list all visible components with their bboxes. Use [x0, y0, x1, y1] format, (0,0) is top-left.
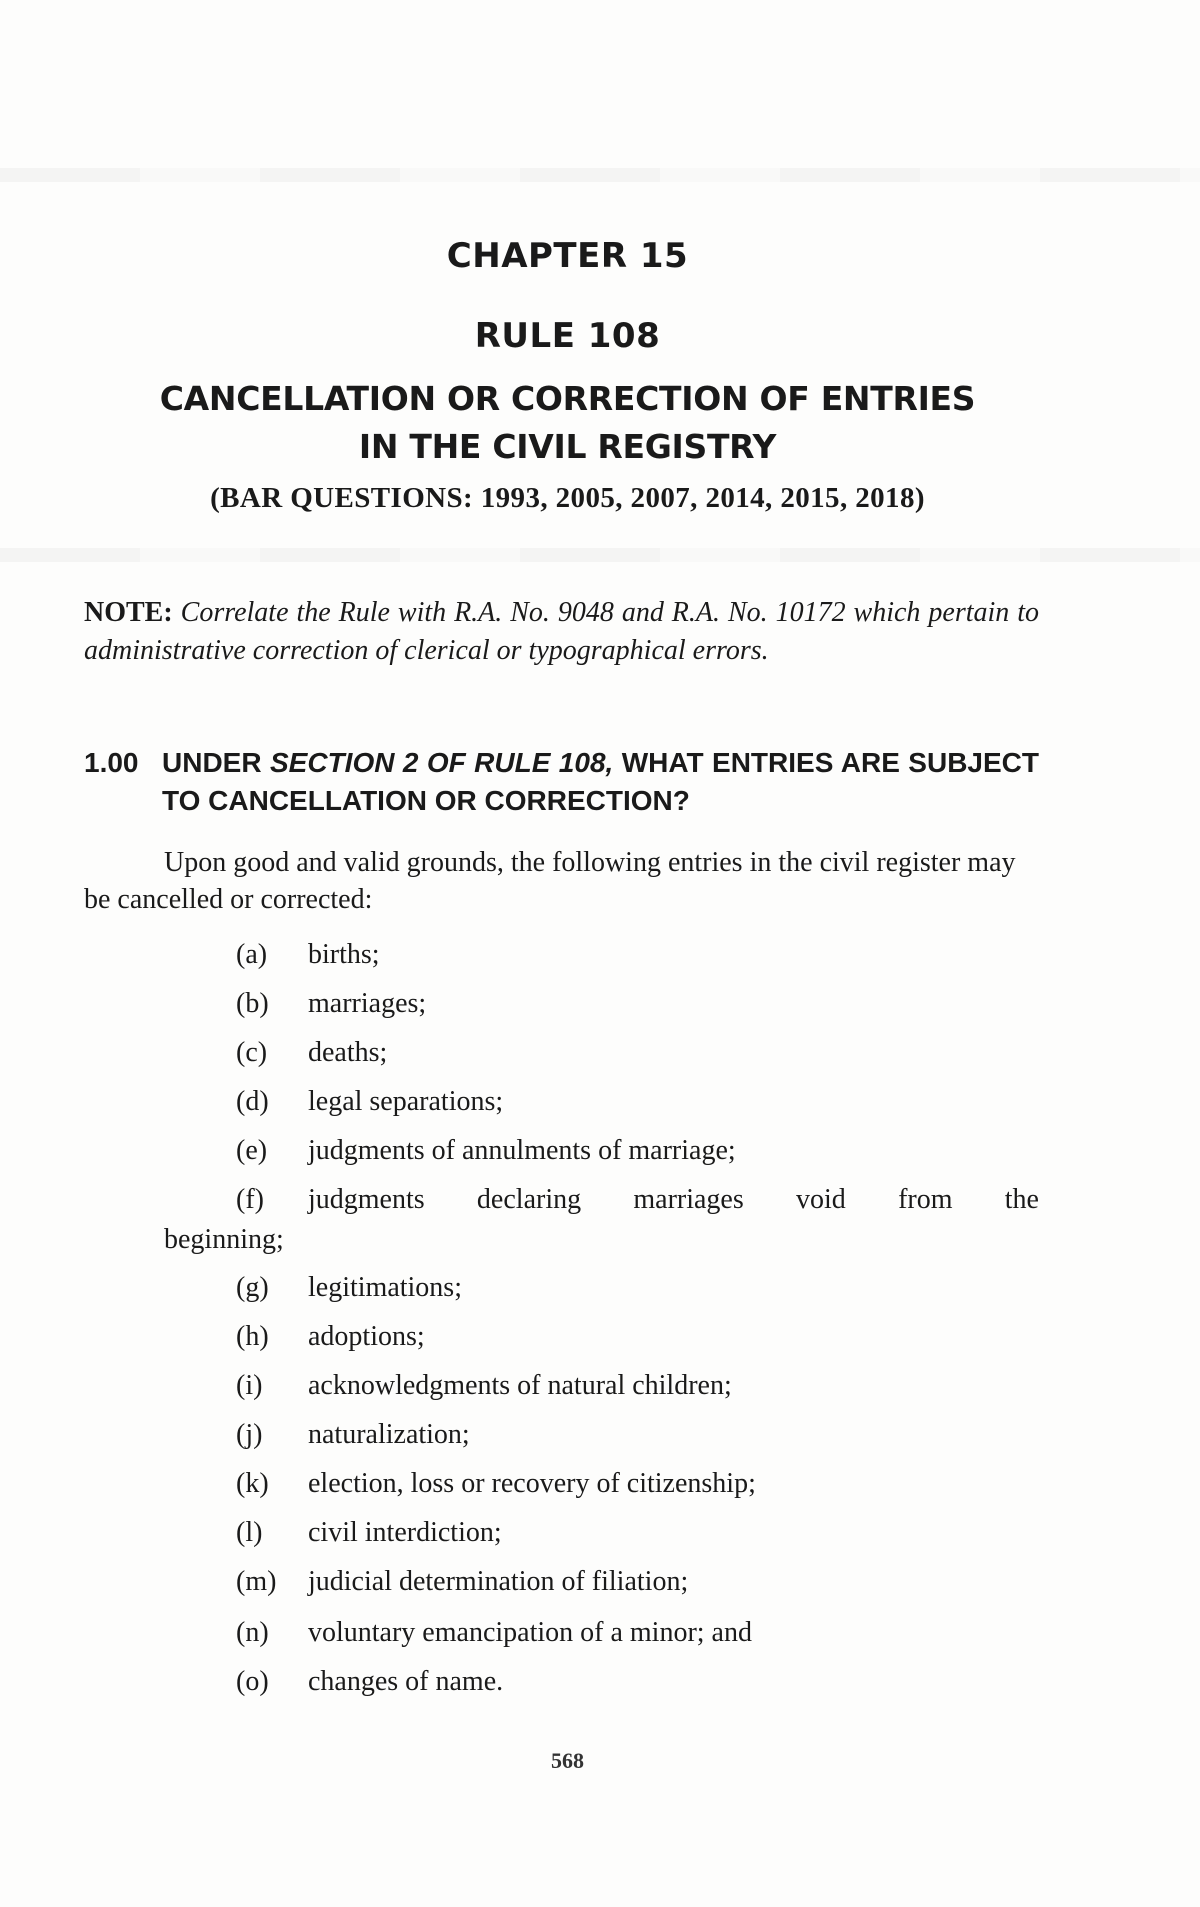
- note-paragraph: [84, 594, 1039, 670]
- show-through-shadow: [0, 548, 1200, 562]
- question-text: [162, 744, 1039, 820]
- list-item: [0, 988, 1200, 1028]
- bar-questions: (BAR QUESTIONS: 1993, 2005, 2007, 2014, 2015, 2018): [210, 482, 925, 514]
- show-through-shadow: [0, 168, 1200, 182]
- page-number: 568: [551, 1748, 584, 1773]
- item-label: (b): [236, 988, 269, 1019]
- item-text: judicial determination of filiation;: [308, 1566, 689, 1597]
- item-text: changes of name.: [308, 1666, 504, 1697]
- item-label: (c): [236, 1037, 268, 1068]
- item-label: (i): [236, 1370, 263, 1401]
- list-item: [0, 939, 1200, 979]
- item-label: (j): [236, 1419, 263, 1450]
- item-text: judgments declaring marriages void from the: [308, 1184, 1039, 1215]
- note-label: NOTE:: [84, 597, 173, 628]
- item-text: marriages;: [308, 988, 427, 1019]
- item-text: voluntary emancipation of a minor; and: [308, 1617, 752, 1648]
- list-item: [0, 1086, 1200, 1126]
- item-label: (g): [236, 1272, 269, 1303]
- item-text: naturalization;: [308, 1419, 470, 1450]
- list-item: [0, 1419, 1200, 1459]
- list-item: [0, 1517, 1200, 1557]
- rule-title-line-2: IN THE CIVIL REGISTRY: [358, 427, 777, 466]
- item-text: election, loss or recovery of citizenship;: [308, 1468, 756, 1499]
- item-text: deaths;: [308, 1037, 388, 1068]
- intro-paragraph: Upon good and valid grounds, the following entries in the civil register may be cancelled or corrected:: [84, 847, 1016, 915]
- item-label: (m): [236, 1566, 277, 1597]
- rule-title-line-1: CANCELLATION OR CORRECTION OF ENTRIES: [159, 379, 976, 418]
- item-text: adoptions;: [308, 1321, 425, 1352]
- item-text: civil interdiction;: [308, 1517, 502, 1548]
- list-item: [0, 1666, 1200, 1706]
- rule-heading: RULE 108: [474, 316, 661, 356]
- question-section-ref: SECTION 2 OF RULE 108,: [269, 747, 614, 778]
- question-number: 1.00: [84, 747, 139, 778]
- item-label: (k): [236, 1468, 269, 1499]
- rule-title: [0, 375, 1135, 471]
- item-label: (l): [236, 1517, 263, 1548]
- item-text: judgments of annulments of marriage;: [308, 1135, 736, 1166]
- item-text: legal separations;: [308, 1086, 504, 1117]
- question-pre: UNDER: [162, 747, 262, 778]
- list-item: [0, 1135, 1200, 1175]
- item-text: births;: [308, 939, 380, 970]
- list-item: [0, 1184, 1200, 1255]
- item-label: (d): [236, 1086, 269, 1117]
- list-item: [0, 1468, 1200, 1508]
- item-label: (a): [236, 939, 268, 970]
- item-continuation: beginning;: [164, 1224, 284, 1255]
- item-label: (h): [236, 1321, 269, 1352]
- item-label: (e): [236, 1135, 268, 1166]
- list-item: [0, 1566, 1200, 1606]
- item-text: legitimations;: [308, 1272, 462, 1303]
- question-post: WHAT ENTRIES ARE SUBJECT TO CANCELLATION OR CORRECTION?: [162, 747, 1039, 816]
- item-label: (o): [236, 1666, 269, 1697]
- list-item: [0, 1272, 1200, 1312]
- list-item: [0, 1370, 1200, 1410]
- list-item: [0, 1617, 1200, 1657]
- item-label: (f): [236, 1184, 264, 1215]
- question-heading: [84, 744, 1039, 820]
- list-item: [0, 1037, 1200, 1077]
- item-label: (n): [236, 1617, 269, 1648]
- item-text: acknowledgments of natural children;: [308, 1370, 732, 1401]
- list-item: [0, 1321, 1200, 1361]
- chapter-heading: CHAPTER 15: [446, 236, 689, 276]
- note-text: Correlate the Rule with R.A. No. 9048 and R.A. No. 10172 which pertain to administrative correction of clerical or typographical errors.: [84, 597, 1040, 666]
